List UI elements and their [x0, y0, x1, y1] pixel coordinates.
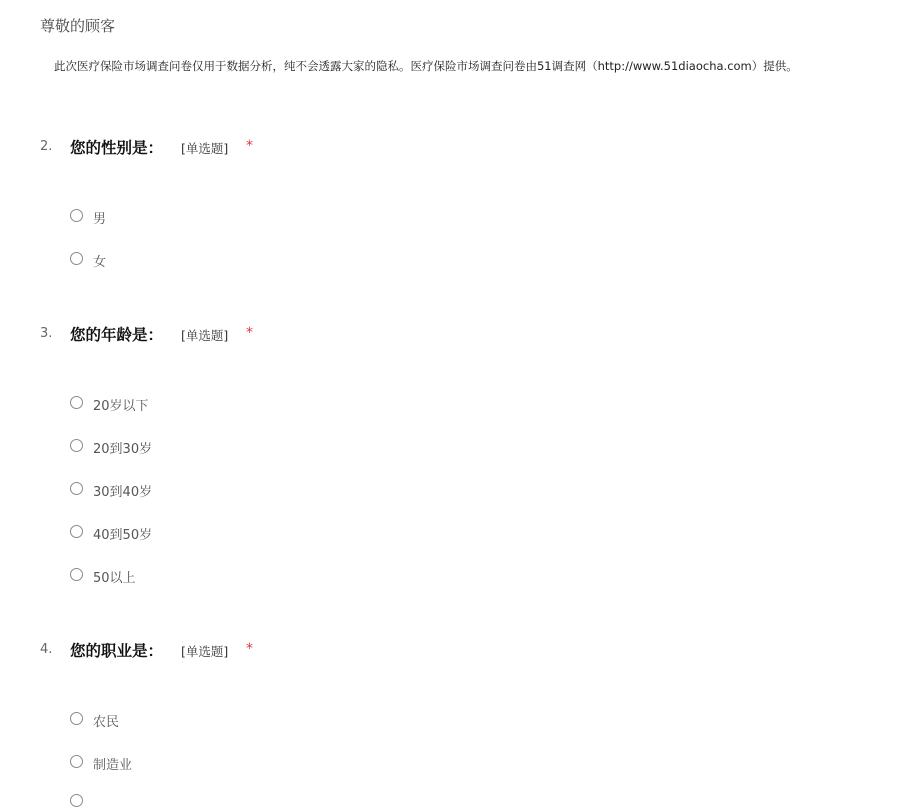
radio-button[interactable]	[70, 568, 83, 581]
radio-button[interactable]	[70, 252, 83, 265]
question-title: 您的职业是：	[70, 642, 164, 660]
question-header	[0, 323, 900, 347]
question-gender	[0, 136, 900, 160]
question-number: 3.	[40, 326, 53, 341]
radio-button[interactable]	[70, 712, 83, 725]
question-title: 您的性别是：	[70, 139, 164, 157]
radio-button[interactable]	[70, 209, 83, 222]
option-label[interactable]: 20到30岁	[93, 442, 153, 457]
question-type-tag: [单选题]	[181, 141, 229, 156]
question-age	[0, 323, 900, 347]
radio-button[interactable]	[70, 482, 83, 495]
radio-button[interactable]	[70, 439, 83, 452]
required-star: *	[246, 641, 253, 657]
question-number: 2.	[40, 139, 53, 154]
option-label[interactable]: 制造业	[93, 758, 133, 773]
question-title: 您的年龄是：	[70, 326, 164, 344]
question-occupation	[0, 639, 900, 663]
question-header	[0, 136, 900, 160]
question-number: 4.	[40, 642, 53, 657]
survey-intro: 此次医疗保险市场调查问卷仅用于数据分析，纯不会透露大家的隐私。医疗保险市场调查问卷由51调查网（http://www.51diaocha.com）提供。	[54, 59, 798, 73]
radio-button[interactable]	[70, 755, 83, 768]
radio-button[interactable]	[70, 794, 83, 807]
option-label[interactable]: 农民	[93, 715, 120, 730]
radio-button[interactable]	[70, 396, 83, 409]
radio-button[interactable]	[70, 525, 83, 538]
option-label[interactable]: 男	[93, 212, 107, 227]
required-star: *	[246, 325, 253, 341]
survey-greeting: 尊敬的顾客	[40, 17, 116, 35]
option-label[interactable]: 女	[93, 255, 107, 270]
option-label[interactable]: 50以上	[93, 571, 136, 586]
option-label[interactable]: 40到50岁	[93, 528, 153, 543]
question-header	[0, 639, 900, 663]
question-type-tag: [单选题]	[181, 644, 229, 659]
option-label[interactable]: 30到40岁	[93, 485, 153, 500]
option-label[interactable]: 20岁以下	[93, 399, 149, 414]
question-type-tag: [单选题]	[181, 328, 229, 343]
required-star: *	[246, 138, 253, 154]
